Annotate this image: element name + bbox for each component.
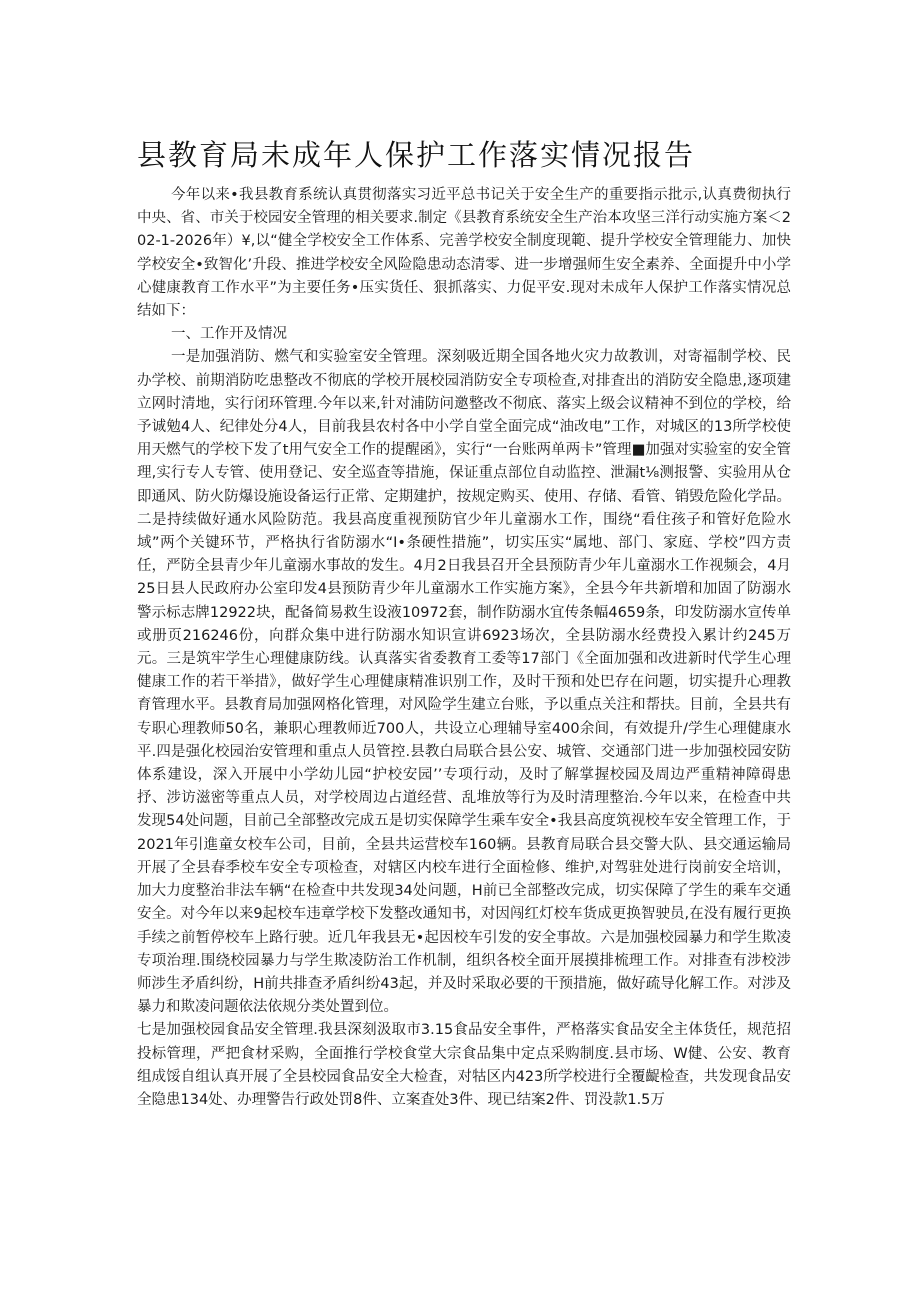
document-body xyxy=(137,184,791,1112)
intro-paragraph: 今年以来•我县教育系统认真贯彻落实习近平总书记关于安全生产的重要指示批示,认真费彻执行中央、省、市关于校园安全管理的相关要求.制定《县教育系统安全生产治本攻坚三洋行动实施方案＜202-1-2026年）¥,以“健全学校安全工作体系、完善学校安全制度现範、提升学校安全管理能力、加快学校安全•致智化’升段、推进学校安全风险隐患动态清零、进一步增强师生安全素养、全面提升中小学心健康教育工作水平”为主要任务•压实货任、狠抓落实、力促平安.现对未成年人保护工作落实情况总结如下： xyxy=(137,187,791,320)
section-heading: 一、工作开及情况 xyxy=(171,326,287,343)
document-title: 县教育局未成年人保护工作落实情况报告 xyxy=(137,138,696,172)
body-paragraph-1: 一是加强消防、燃气和实验室安全管理。深刻吸近期全国各地火灾力故教训，对寄福制学校、民办学校、前期消防吃患整改不彻底的学校开展校园消防安全专项检查,对排査出的消防安全隐患,逐项建立网时清地，实行闭环管理.今年以来,针对浦防问邀整改不彻底、落实上级会议精神不到位的学校，给予诚勉4人、纪律处分4人，目前我县农村各中小学自堂全面完成“油改电”工作，对城区的13所学校使用天燃气的学校下发了t用气安全工作的提醒函》，实行“一台账两单两卡”管理■加强对实验室的安全管理,实行专人专管、使用登记、安全巡査等措施，保证重点部位自动监控、泄漏t⅛测报警、实验用从仓即通风、防火防爆设施设备运行正常、定期建护，按规定购买、使用、存储、看管、销毁危险化学品。二是持续做好通水风险防范。我县高度重视预防官少年儿童溺水工作，围绕“看住孩子和管好危险水域”两个关键环节，严格执行省防溺水“I•条硬性措施”，切实压实“属地、部门、家庭、学校”四方责任，严防全县青少年儿童溺水事故的发生。4月2日我县召开全县预防青少年儿童溺水工作视频会，4月25日县人民政府办公室印发4县预防青少年儿童溺水工作实施方案》，全县今年共新増和加固了防溺水警示标志牌12922块，配备简易救生设液10972套，制作防溺水宜传条幅4659条，印发防溺水宣传单或册页216246份，向群众集中进行防溺水知识宣讲6923场次，全县防溺水经费投入累计约245万元。三是筑牢学生心理健康防线。认真落实省委教育工委等17部门《全面加强和改进新时代学生心理健康工作的若干举措》，做好学生心理健康精准识别工作，及时干预和处巴存在问题，切实提升心理教育管理水平。县教育局加强网格化管理，对风险学生建立台账，予以重点关注和帮扶。目前，全县共有专职心理教师50名，兼职心理教师近700人，共设立心理辅导室400余间，有效提升/学生心理健康水平.四是强化校园治安管理和重点人员管控.县教白局联合县公安、城管、交通部门进一步加强校园安防体系建设，深入开展中小学幼儿园“护校安园’’专项行动，及时了解掌握校园及周边严重精神障碍患抒、涉访滋密等重点人员，对学校周边占道经营、乱堆放等行为及时清理整治.今年以来，在检查中共发现54处问题，目前己全部整改完成五是切实保障学生乘车安全•我县高度筑视校车安全管理工作，于2021年引進童女校车公司，目前，全县共运营校车160辆。县教育局联合县交警大队、县交通运输局开展了全县春季校车安全专项检查，对辖区内校车进行全面检修、维护,对驾驻处进行岗前安全培训，加大力度整治非法车辆“在检查中共发现34处问题，H前已全部整改完成，切实保障了学生的乘车交通安全。对今年以来9起校车违章学校下发整改通知书，对因闯红灯校车货成更换智驶员,在没有履行更换手续之前暂停校车上路行驶。近几年我县无•起因校车引发的安全事故。六是加强校园暴力和学生欺凌专项治理.围绕校园暴力与学生欺凌防治工作机制，组织各校全面开展摸排梳理工作。对排查有涉校涉师涉生矛盾纠纷，H前共排查矛盾纠纷43起，并及时采取必要的干预措施，做好疏导化解工作。对涉及暴力和欺凌问题依法依规分类处置到位。 xyxy=(137,349,791,1016)
body-paragraph-2: 七是加强校园食品安全管理.我县深刻汲取市3.15食品安全事件，严格落实食品安全主体货任，规范招投标管理，严把食材采购，全面推行学校食堂大宗食品集中定点采购制度.县市场、W健、公安、教育组成馁自组认真开展了全县校园食品安全大检査，对牯区内423所学校进行全覆齪检查，共发现食品安全隐患134处、办理警告行政处罚8件、立案査处3件、现已结案2件、罚没款1.5万 xyxy=(137,1022,791,1108)
